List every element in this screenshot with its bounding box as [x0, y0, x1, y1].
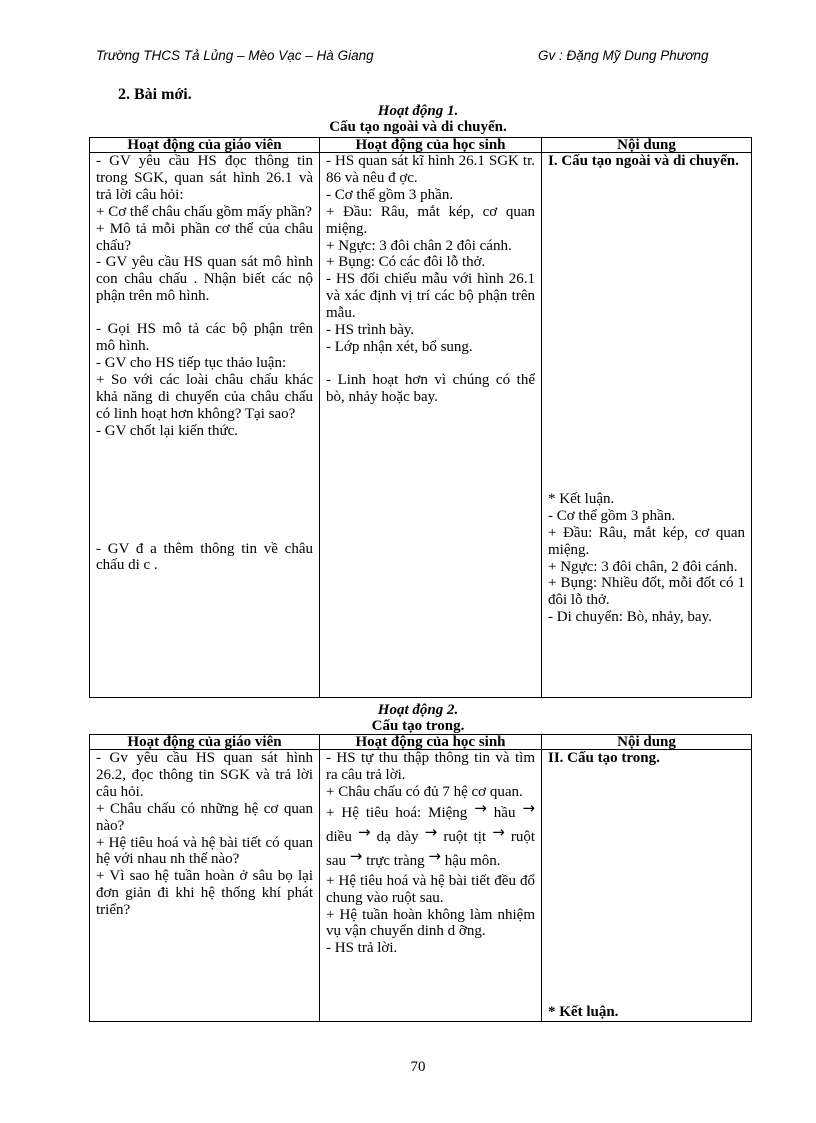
activity2-body-row — [90, 750, 752, 1022]
content-heading: II. Cấu tạo trong. — [548, 750, 660, 766]
col-header-student: Hoạt động của học sinh — [320, 138, 542, 153]
digestion-part: trực tràng — [366, 852, 425, 869]
digestion-part: dạ dày — [376, 828, 419, 845]
digestion-part: ruột sau — [326, 828, 536, 869]
activity2-subtitle: Cấu tạo trong. — [371, 718, 465, 734]
teacher-item: - Gọi HS mô tả các bộ phận trên mô hình. — [96, 321, 313, 355]
col-header-teacher: Hoạt động của giáo viên — [90, 138, 320, 153]
teacher-item: - Gv yêu cầu HS quan sát hình 26.2, đọc thông tin SGK và trả lời câu hỏi. — [96, 750, 313, 800]
activity2-title: Hoạt động 2. — [377, 702, 459, 718]
teacher-item: - GV đ a thêm thông tin về châu chấu di c . — [96, 540, 313, 574]
student-item: - Cơ thể gồm 3 phần. — [326, 186, 454, 203]
teacher-item: + Vì sao hệ tuần hoàn ở sâu bọ lại đơn giản đi khi hệ thống khí phát triển? — [96, 868, 313, 919]
header-school: Trường THCS Tả Lủng – Mèo Vạc – Hà Giang — [96, 48, 374, 63]
teacher-item: - GV yêu cầu HS quan sát mô hình con châu chấu . Nhận biết các nộ phận trên mô hình. — [96, 254, 313, 305]
arrow-right-icon: → — [349, 846, 363, 865]
teacher-item: - GV yêu cầu HS đọc thông tin trong SGK, quan sát hình 26.1 và trả lời câu hỏi: — [96, 153, 313, 203]
digestion-prefix: + Hệ tiêu hoá: Miệng — [326, 804, 468, 821]
activity2-header-row — [90, 735, 752, 750]
activity2-student-cell — [320, 750, 542, 1022]
activity1-title: Hoạt động 1. — [377, 103, 459, 119]
content-item: - Cơ thể gồm 3 phần. — [548, 507, 676, 524]
section-title: 2. Bài mới. — [118, 86, 192, 103]
col-header-student: Hoạt động của học sinh — [320, 735, 542, 750]
col-header-content: Nội dung — [542, 735, 752, 750]
student-item: - HS đối chiếu mẫu với hình 26.1 và xác định vị trí các bộ phận trên mẫu. — [326, 271, 535, 322]
student-item: - HS quan sát kĩ hình 26.1 SGK tr. 86 và nêu đ ợc. — [326, 153, 535, 186]
spacer — [96, 305, 313, 321]
student-item: + Bụng: Có các đôi lỗ thở. — [326, 254, 486, 271]
student-item: + Hệ tuần hoàn không làm nhiệm vụ vận chuyển dinh d ỡng. — [326, 906, 535, 940]
student-item: - Lớp nhận xét, bổ sung. — [326, 338, 473, 355]
arrow-right-icon: → — [522, 798, 536, 817]
arrow-right-icon: → — [428, 846, 441, 865]
content-item: + Ngực: 3 đôi chân, 2 đôi cánh. — [548, 558, 738, 575]
digestion-part: hậu môn. — [444, 852, 501, 869]
col-header-content: Nội dung — [542, 138, 752, 153]
student-item: - HS tự thu thập thông tin và tìm ra câu trả lời. — [326, 750, 535, 783]
page-number: 70 — [410, 1059, 426, 1075]
activity2-table — [89, 734, 752, 1022]
content-item: * Kết luận. — [548, 490, 615, 507]
activity1-teacher-cell — [90, 153, 320, 698]
digestion-part: hầu — [493, 804, 516, 821]
digestion-item — [326, 798, 536, 873]
student-item: + Châu chấu có đủ 7 hệ cơ quan. — [326, 783, 523, 800]
col-header-teacher: Hoạt động của giáo viên — [90, 735, 320, 750]
activity2-content-cell — [542, 750, 752, 1022]
digestion-part: ruột tịt — [443, 828, 487, 845]
student-item: - Linh hoạt hơn vì chúng có thể bò, nhảy hoặc bay. — [326, 371, 535, 405]
student-item: - HS trả lời. — [326, 940, 398, 957]
header-teacher: Gv : Đặng Mỹ Dung Phương — [538, 48, 709, 63]
conclusion-label: * Kết luận. — [548, 1004, 619, 1021]
teacher-item: - GV chốt lại kiến thức. — [96, 422, 238, 439]
arrow-right-icon: → — [492, 822, 505, 841]
teacher-item: + Cơ thể châu chấu gồm mấy phần? — [96, 203, 312, 220]
activity1-subtitle: Cấu tạo ngoài và di chuyển. — [329, 119, 507, 135]
arrow-right-icon: → — [357, 822, 371, 841]
content-item: + Bụng: Nhiều đốt, mỗi đốt có 1 đôi lỗ thở. — [548, 575, 745, 609]
content-item: + Đầu: Râu, mắt kép, cơ quan miệng. — [548, 524, 745, 558]
arrow-right-icon: → — [424, 822, 438, 841]
teacher-item: + Mô tả mỗi phần cơ thể của châu chấu? — [96, 220, 313, 254]
content-heading: I. Cấu tạo ngoài và di chuyển. — [548, 153, 739, 169]
student-item: - HS trình bày. — [326, 322, 415, 339]
activity1-student-cell — [320, 153, 542, 698]
activity1-table — [89, 137, 752, 698]
teacher-item: + So với các loài châu chấu khác khả năng di chuyển của châu chấu có linh hoạt hơn không? Tại sao? — [96, 371, 313, 422]
digestion-part: diều — [326, 828, 352, 845]
activity1-content-cell — [542, 153, 752, 698]
content-item: - Di chuyển: Bò, nhảy, bay. — [548, 609, 712, 626]
arrow-right-icon: → — [474, 798, 487, 817]
teacher-item: + Hệ tiêu hoá và hệ bài tiết có quan hệ với nhau nh thế nào? — [96, 834, 313, 868]
student-item: + Hệ tiêu hoá và hệ bài tiết đều đổ chung vào ruột sau. — [326, 872, 535, 906]
teacher-item: + Châu chấu có những hệ cơ quan nào? — [96, 800, 313, 834]
student-item: + Ngực: 3 đôi chân 2 đôi cánh. — [326, 237, 512, 254]
teacher-item: - GV cho HS tiếp tục thảo luận: — [96, 354, 287, 371]
activity1-header-row — [90, 138, 752, 153]
activity2-teacher-cell — [90, 750, 320, 1022]
activity1-body-row — [90, 153, 752, 698]
student-item: + Đầu: Râu, mắt kép, cơ quan miệng. — [326, 203, 535, 237]
